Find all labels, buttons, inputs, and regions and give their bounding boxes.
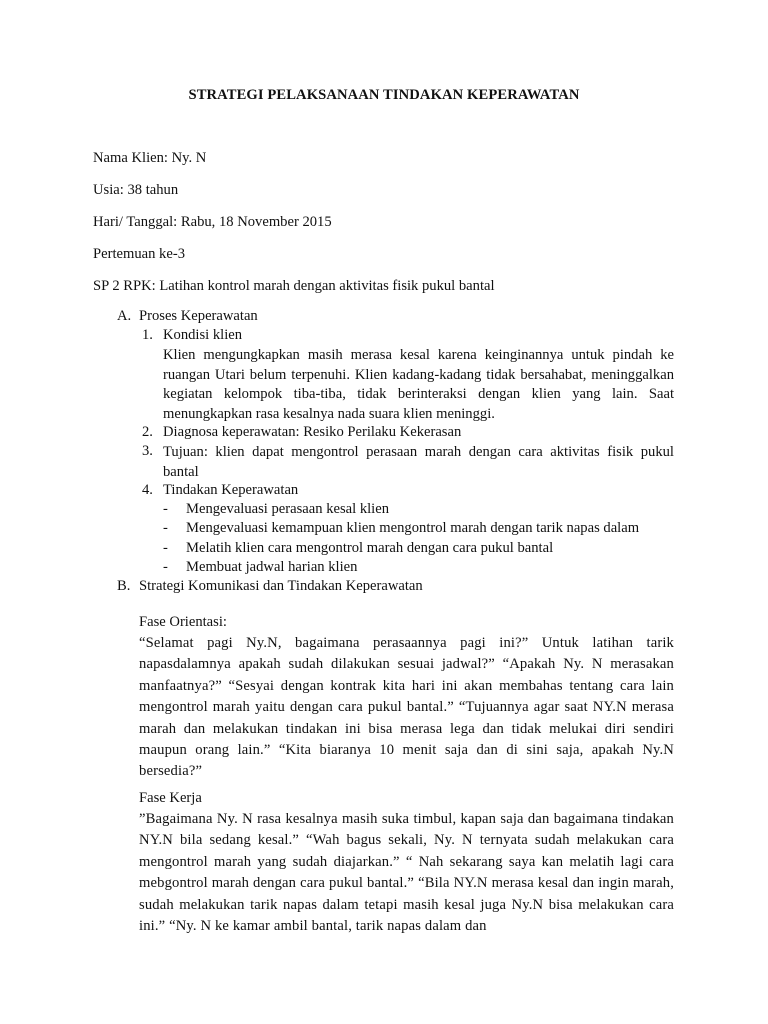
section-b-title: Strategi Komunikasi dan Tindakan Keperawatan	[139, 578, 423, 594]
section-b-marker: B.	[117, 578, 131, 594]
bullet-dash: -	[163, 559, 168, 575]
orientation-heading: Fase Orientasi:	[139, 614, 227, 630]
bullet-item: Mengevaluasi perasaan kesal klien	[186, 501, 390, 517]
client-name: Nama Klien: Ny. N	[93, 150, 207, 166]
work-phase-dialogue: ”Bagaimana Ny. N rasa kesalnya masih suka timbul, kapan saja dan bagaimana tindakan NY.N bila sedang kesal.” “Wah bagus sekali, Ny. N ternyata sudah melakukan cara mengontrol marah yang sudah diajarkan.” “ Nah sekarang saya kan melatih lagi cara mebgontrol marah dengan cara pukul bantal.” “Bila NY.N merasa kesal dan ingin marah, sudah melakukan tarik napas dalam tetapi masih kesal juga Ny.N bisa melakukan cara ini.” “Ny. N ke kamar ambil bantal, tarik napas dalam dan	[139, 811, 674, 935]
client-condition-text: Klien mengungkapkan masih merasa kesal karena keinginannya untuk pindah ke ruangan Utari belum terpenuhi. Klien kadang-kadang tidak bersahabat, meninggalkan kegiatan kelompok tiba-tiba, tidak berinteraksi dengan klien yang lain. Saat menungkapkan rasa kesalnya nada suara klien meninggi.	[163, 347, 674, 422]
meeting-number: Pertemuan ke-3	[93, 246, 185, 262]
item-1-title: Kondisi klien	[163, 327, 243, 343]
item-4-title: Tindakan Keperawatan	[163, 482, 299, 498]
section-a-title: Proses Keperawatan	[139, 308, 258, 324]
client-age: Usia: 38 tahun	[93, 182, 179, 198]
item-3-text: Tujuan: klien dapat mengontrol perasaan marah dengan cara aktivitas fisik pukul bantal	[163, 444, 674, 480]
document-title: STRATEGI PELAKSANAAN TINDAKAN KEPERAWATAN	[188, 87, 580, 103]
bullet-dash: -	[163, 540, 168, 556]
item-1-marker: 1.	[142, 327, 153, 343]
sp-title: SP 2 RPK: Latihan kontrol marah dengan aktivitas fisik pukul bantal	[93, 278, 495, 294]
bullet-dash: -	[163, 501, 168, 517]
bullet-dash: -	[163, 520, 168, 536]
bullet-item: Membuat jadwal harian klien	[186, 559, 358, 575]
bullet-item: Melatih klien cara mengontrol marah dengan cara pukul bantal	[186, 540, 554, 556]
item-3-marker: 3.	[142, 443, 153, 459]
item-2-text: Diagnosa keperawatan: Resiko Perilaku Kekerasan	[163, 424, 462, 440]
section-a-marker: A.	[117, 308, 132, 324]
orientation-dialogue: “Selamat pagi Ny.N, bagaimana perasaannya pagi ini?” Untuk latihan tarik napasdalamnya apakah sudah dilakukan sesuai jadwal?” “Apakah Ny. N merasakan manfaatnya?” “Sesyai dengan kontrak kita hari ini akan membahas tentang cara lain mengontrol marah yaitu dengan cara pukul bantal.” “Tujuannya agar saat NY.N merasa marah dan melakukan tindakan ini bisa merasa lega dan tidak melukai diri sendiri maupun orang lain.” “Kita biaranya 10 menit saja dan di sini saja, apakah Ny.N bersedia?”	[139, 635, 674, 780]
bullet-item: Mengevaluasi kemampuan klien mengontrol marah dengan tarik napas dalam	[186, 520, 640, 536]
item-4-marker: 4.	[142, 482, 153, 498]
work-phase-heading: Fase Kerja	[139, 790, 202, 806]
item-2-marker: 2.	[142, 424, 153, 440]
session-date: Hari/ Tanggal: Rabu, 18 November 2015	[93, 214, 332, 230]
